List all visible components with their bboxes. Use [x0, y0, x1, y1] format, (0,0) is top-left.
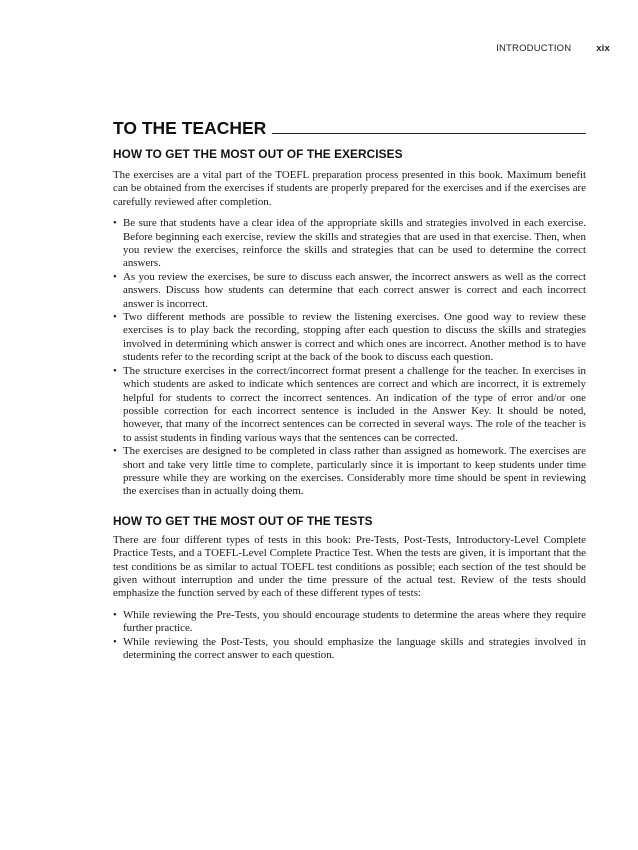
list-item: • Two different methods are possible to review the listening exercises. One good way to review these exercises is to play back the recording, stopping after each question to discuss the skills and strategies involved in determining which answer is correct and which ones are incorrect. Another method is to have students refer to the recording script at the back of the book to discuss each question. [113, 311, 586, 365]
exercises-bullet-list [113, 217, 586, 499]
tests-section [113, 514, 586, 663]
section-heading-exercises: HOW TO GET THE MOST OUT OF THE EXERCISES [113, 147, 403, 161]
section-intro-exercises: The exercises are a vital part of the TOEFL preparation process presented in this book. Maximum benefit can be obtained from the exercises if students are properly prepared for the exercises and if the exercises are carefully reviewed after completion. [113, 169, 586, 208]
list-item: • While reviewing the Post-Tests, you should emphasize the language skills and strategies involved in determining the correct answer to each question. [113, 636, 586, 663]
list-item: • Be sure that students have a clear idea of the appropriate skills and strategies involved in each exercise. Before beginning each exercise, review the skills and strategies that are used in that exercise. Then, when you review the exercises, reinforce the skills and strategies that can be used to determine the correct answers. [113, 217, 586, 271]
list-item: • The structure exercises in the correct/incorrect format present a challenge for the teacher. In exercises in which students are asked to indicate which sentences are correct and which are incorrect, it is extremely helpful for students to correct the incorrect sentences. An indication of the type of error and/or one possible correction for each incorrect sentence is included in the Answer Key. It should be noted, however, that many of the incorrect sentences can be corrected in several ways. The role of the teacher is to assist students in finding various ways that the sentences can be corrected. [113, 365, 586, 445]
page-content [113, 118, 586, 662]
chapter-title-rule [272, 133, 586, 134]
list-item: • While reviewing the Pre-Tests, you should encourage students to determine the areas where they require further practice. [113, 609, 586, 636]
chapter-heading [113, 118, 586, 138]
running-head-section: INTRODUCTION [496, 43, 572, 54]
exercises-section [113, 147, 586, 499]
section-intro-tests: There are four different types of tests in this book: Pre-Tests, Post-Tests, Introductory-Level Complete Practice Tests, and a TOEFL-Level Complete Practice Test. When the tests are given, it is important that the test conditions be as similar to actual TOEFL test conditions as possible; each section of the test should be given without interruption and under the time pressure of the actual test. Review of the tests should emphasize the function served by each of these different types of tests: [113, 533, 586, 600]
page-number: xix [596, 43, 610, 54]
running-head [496, 43, 610, 54]
section-heading-tests: HOW TO GET THE MOST OUT OF THE TESTS [113, 513, 373, 528]
tests-bullet-list [113, 609, 586, 663]
list-item: • The exercises are designed to be completed in class rather than assigned as homework. The exercises are short and take very little time to complete, particularly since it is important to keep students under time pressure while they are working on the exercises. Considerably more time should be spent in reviewing the exercises than in actually doing them. [113, 445, 586, 499]
chapter-title: TO THE TEACHER [113, 118, 267, 138]
list-item: • As you review the exercises, be sure to discuss each answer, the incorrect answers as well as the correct answers. Discuss how students can determine that each correct answer is correct and each incorrect answer is incorrect. [113, 271, 586, 311]
